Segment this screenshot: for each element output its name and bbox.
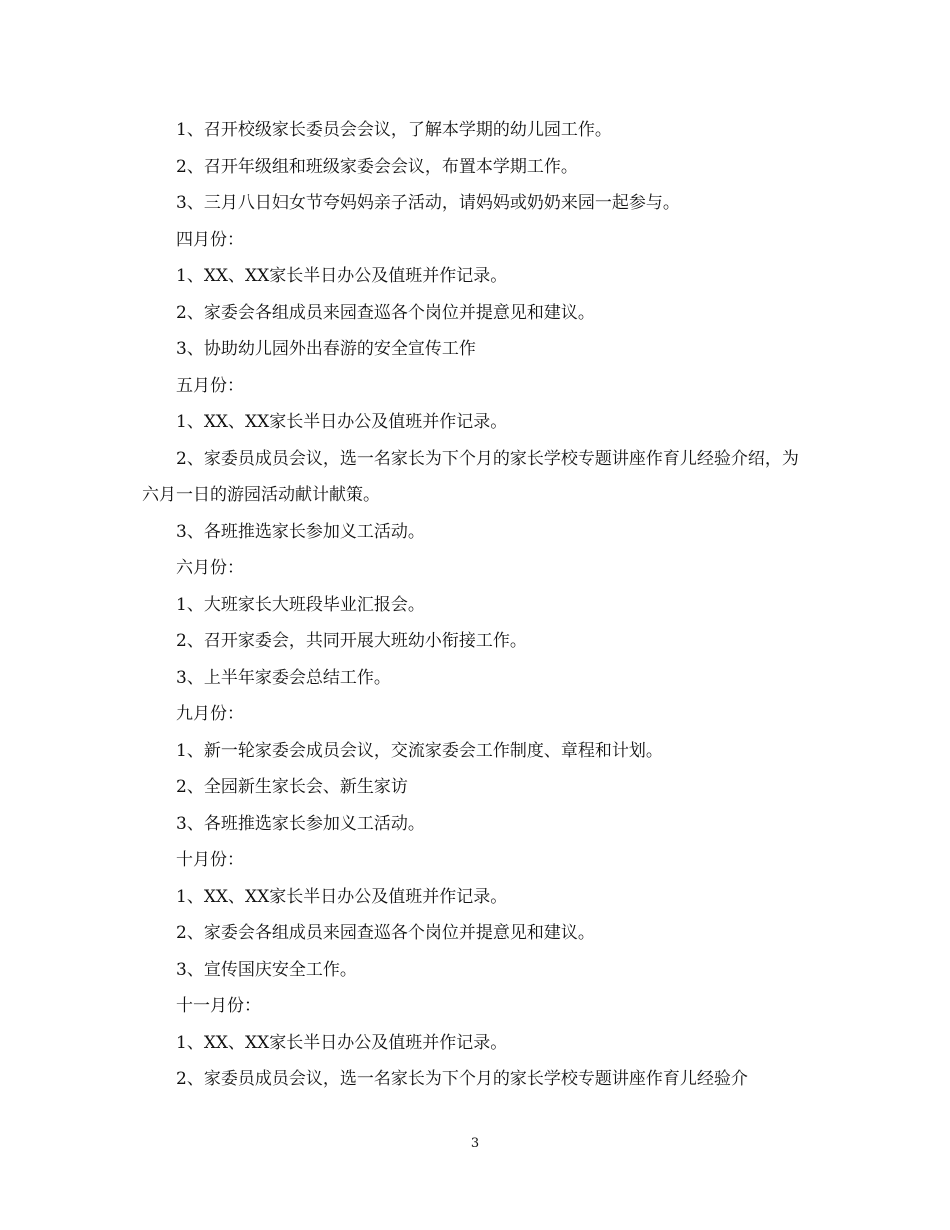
- section-heading-october: 十月份：: [176, 850, 244, 870]
- paragraph: 3、各班推选家长参加义工活动。: [176, 813, 425, 834]
- paragraph: 2、家委员成员会议，选一名家长为下个月的家长学校专题讲座作育儿经验介绍，为六月一日的游园活动献计献策。: [142, 448, 799, 505]
- document-body: [142, 112, 814, 1098]
- paragraph: 2、召开家委会，共同开展大班幼小衔接工作。: [176, 631, 527, 651]
- paragraph: 1、大班家长大班段毕业汇报会。: [176, 594, 425, 615]
- page-number: 3: [470, 1136, 480, 1151]
- paragraph: 3、协助幼儿园外出春游的安全宣传工作: [176, 339, 476, 359]
- paragraph: 2、家委员成员会议，选一名家长为下个月的家长学校专题讲座作育儿经验介: [176, 1069, 748, 1089]
- paragraph: 3、宣传国庆安全工作。: [176, 959, 357, 980]
- paragraph: 1、XX、XX家长半日办公及值班并作记录。: [176, 266, 508, 286]
- paragraph: 2、家委会各组成员来园查巡各个岗位并提意见和建议。: [176, 923, 595, 943]
- paragraph: 1、召开校级家长委员会会议，了解本学期的幼儿园工作。: [176, 120, 612, 140]
- paragraph: 3、三月八日妇女节夸妈妈亲子活动，请妈妈或奶奶来园一起参与。: [176, 193, 680, 213]
- section-heading-may: 五月份：: [176, 375, 244, 396]
- paragraph: 3、上半年家委会总结工作。: [176, 667, 391, 688]
- paragraph: 2、召开年级组和班级家委会会议，布置本学期工作。: [176, 156, 578, 177]
- paragraph: 2、全园新生家长会、新生家访: [176, 777, 408, 797]
- section-heading-september: 九月份：: [176, 704, 244, 724]
- paragraph: 1、XX、XX家长半日办公及值班并作记录。: [176, 412, 508, 432]
- paragraph: 2、家委会各组成员来园查巡各个岗位并提意见和建议。: [176, 302, 595, 323]
- paragraph: 3、各班推选家长参加义工活动。: [176, 521, 425, 542]
- section-heading-april: 四月份：: [176, 229, 244, 250]
- paragraph: 1、新一轮家委会成员会议，交流家委会工作制度、章程和计划。: [176, 740, 663, 761]
- paragraph: 1、XX、XX家长半日办公及值班并作记录。: [176, 1032, 508, 1053]
- section-heading-november: 十一月份：: [176, 996, 261, 1016]
- paragraph: 1、XX、XX家长半日办公及值班并作记录。: [176, 886, 508, 907]
- section-heading-june: 六月份：: [176, 558, 244, 578]
